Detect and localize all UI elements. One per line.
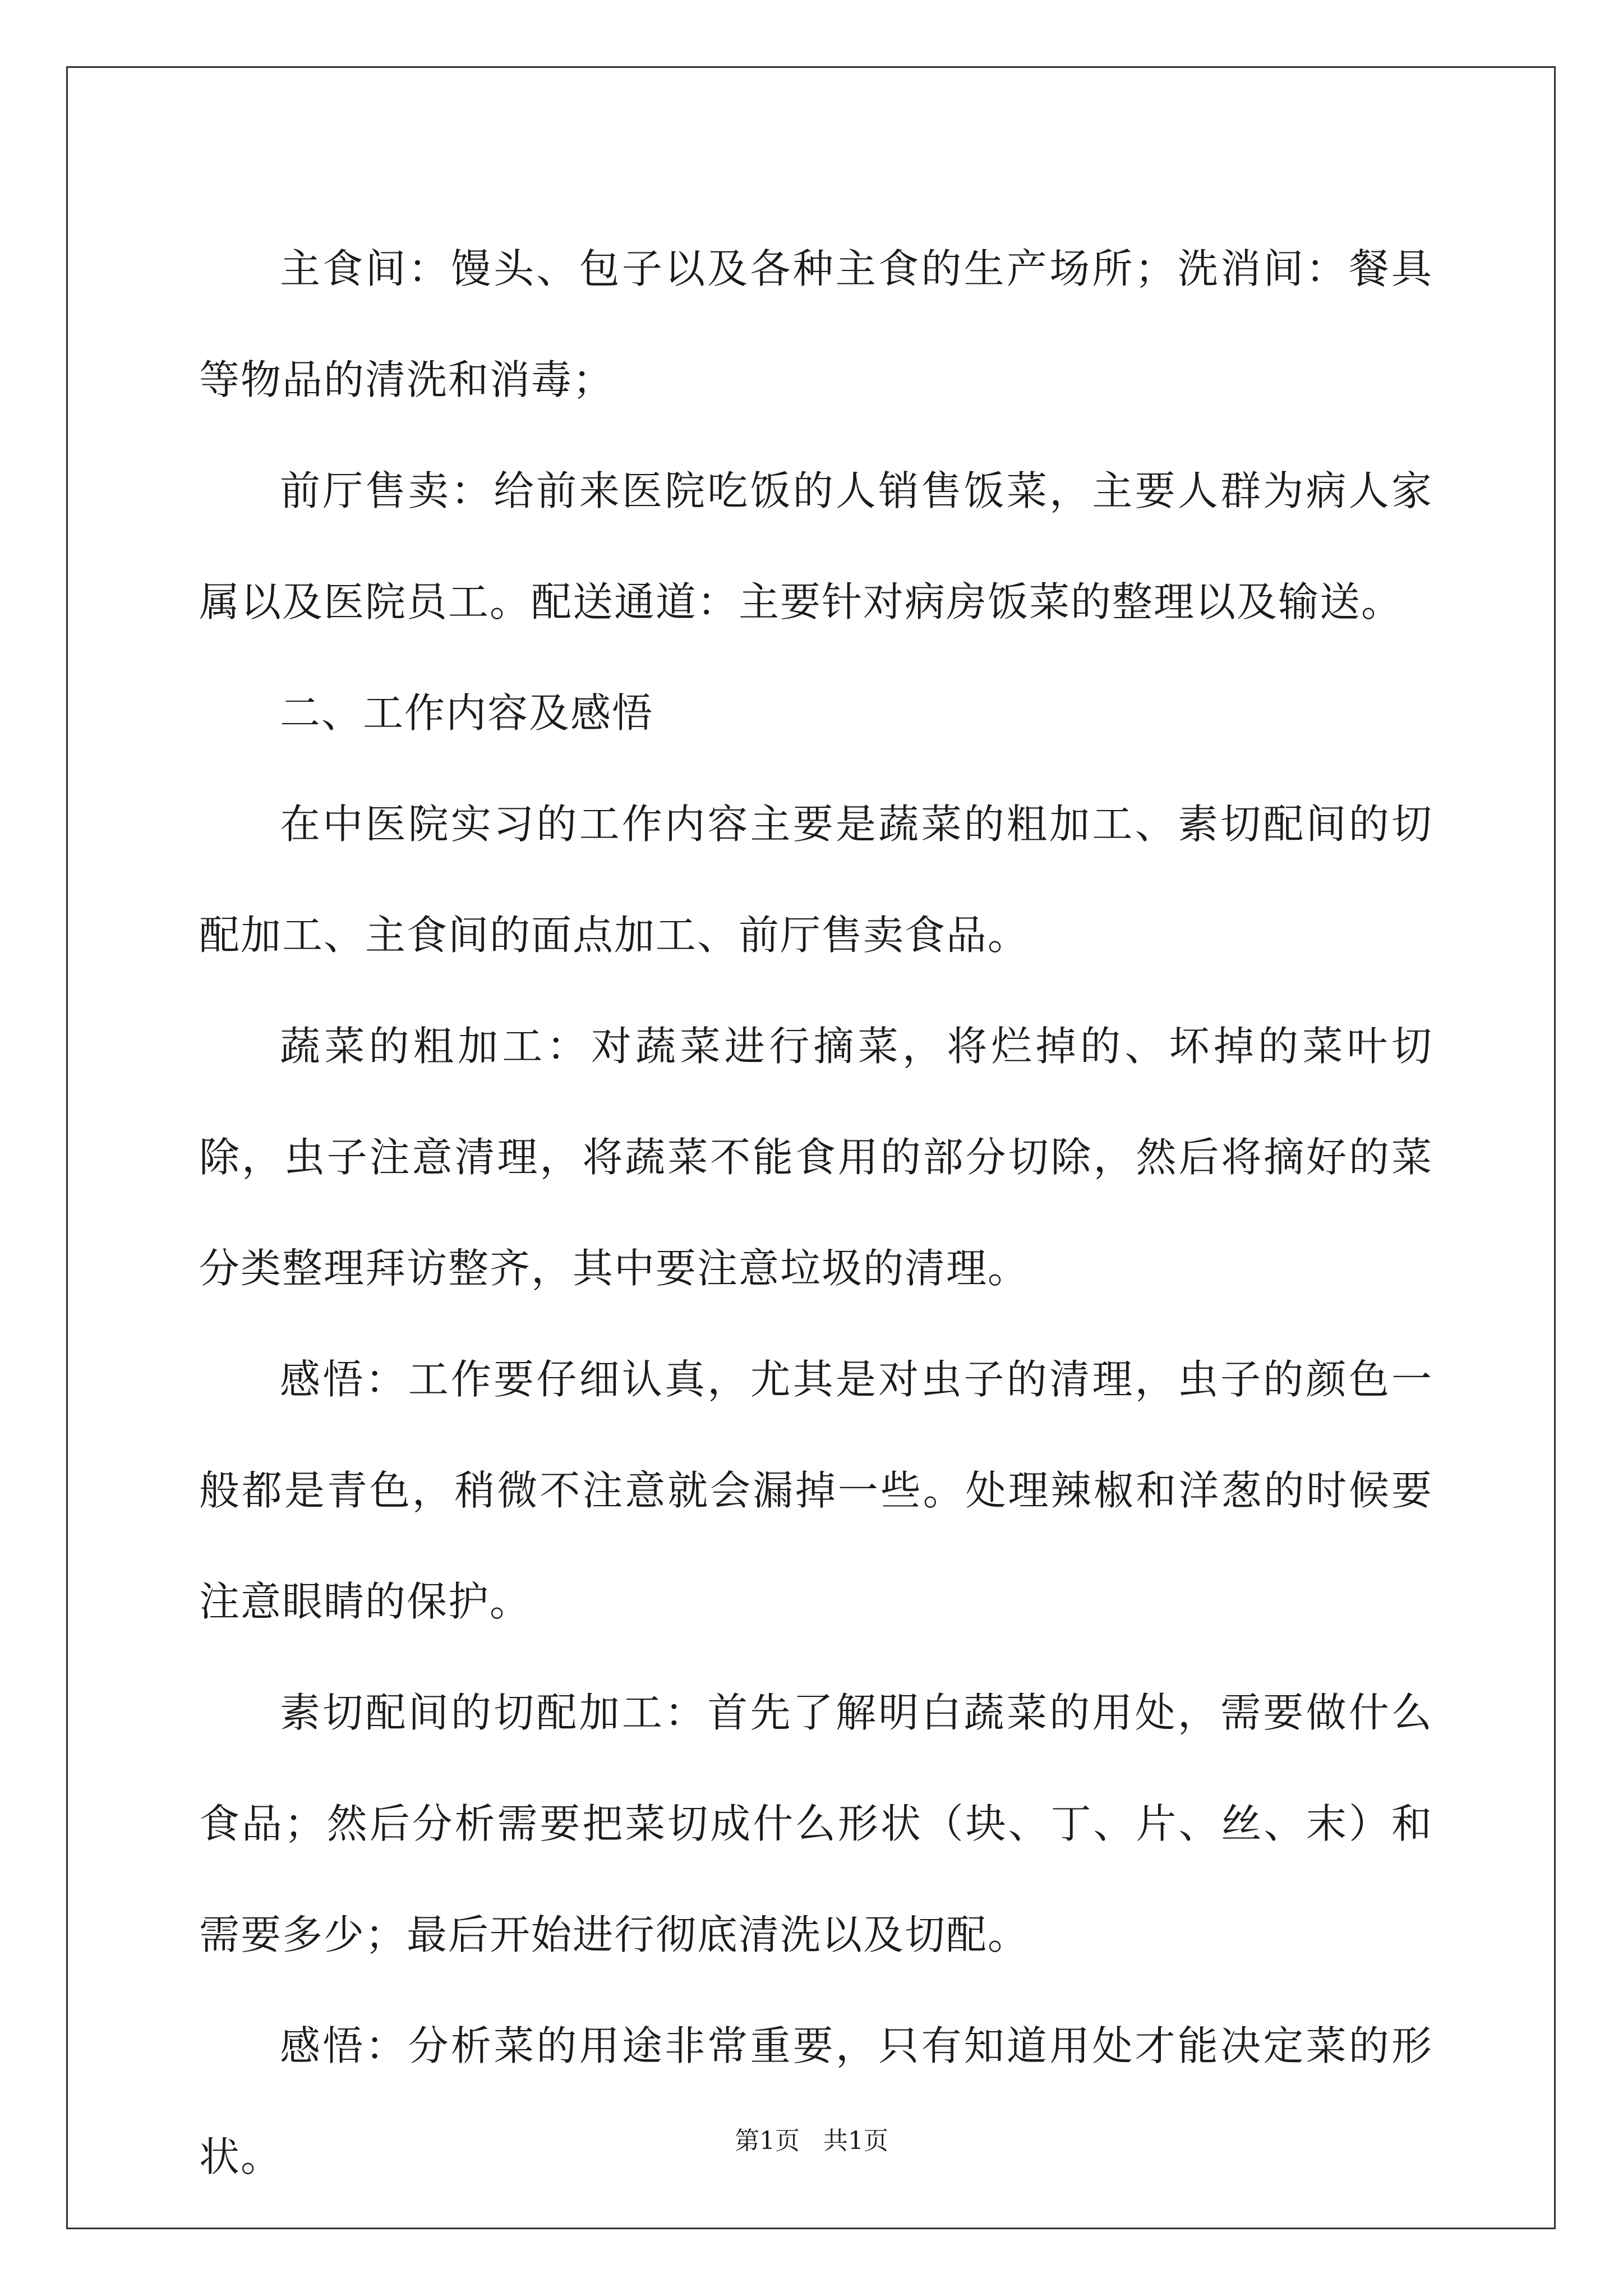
paragraph-front-hall-sales: 前厅售卖：给前来医院吃饭的人销售饭菜，主要人群为病人家属以及医院员工。配送通道：主要针对病房饭菜的整理以及输送。 [199,467,1433,625]
document-body [199,213,1433,2212]
paragraph-reflection-1: 感悟：工作要仔细认真，尤其是对虫子的清理，虫子的颜色一般都是青色，稍微不注意就会漏掉一些。处理辣椒和洋葱的时候要注意眼睛的保护。 [199,1356,1433,1625]
paragraph-reflection-2: 感悟：分析菜的用途非常重要，只有知道用处才能决定菜的形状。 [199,2022,1433,2180]
page-footer: 第1页 共1页 [735,2127,888,2155]
paragraph-cutting-room: 素切配间的切配加工：首先了解明白蔬菜的用处，需要做什么食品；然后分析需要把菜切成什么形状（块、丁、片、丝、末）和需要多少；最后开始进行彻底清洗以及切配。 [199,1689,1433,1958]
paragraph-staple-food-room: 主食间：馒头、包子以及各种主食的生产场所；洗消间：餐具等物品的清洗和消毒； [199,245,1433,403]
paragraph-vegetable-processing: 蔬菜的粗加工：对蔬菜进行摘菜，将烂掉的、坏掉的菜叶切除，虫子注意清理，将蔬菜不能食用的部分切除，然后将摘好的菜分类整理拜访整齐，其中要注意垃圾的清理。 [199,1023,1433,1292]
paragraph-internship-content: 在中医院实习的工作内容主要是蔬菜的粗加工、素切配间的切配加工、主食间的面点加工、前厅售卖食品。 [199,800,1433,959]
section-heading-work-content: 二、工作内容及感悟 [280,689,654,737]
